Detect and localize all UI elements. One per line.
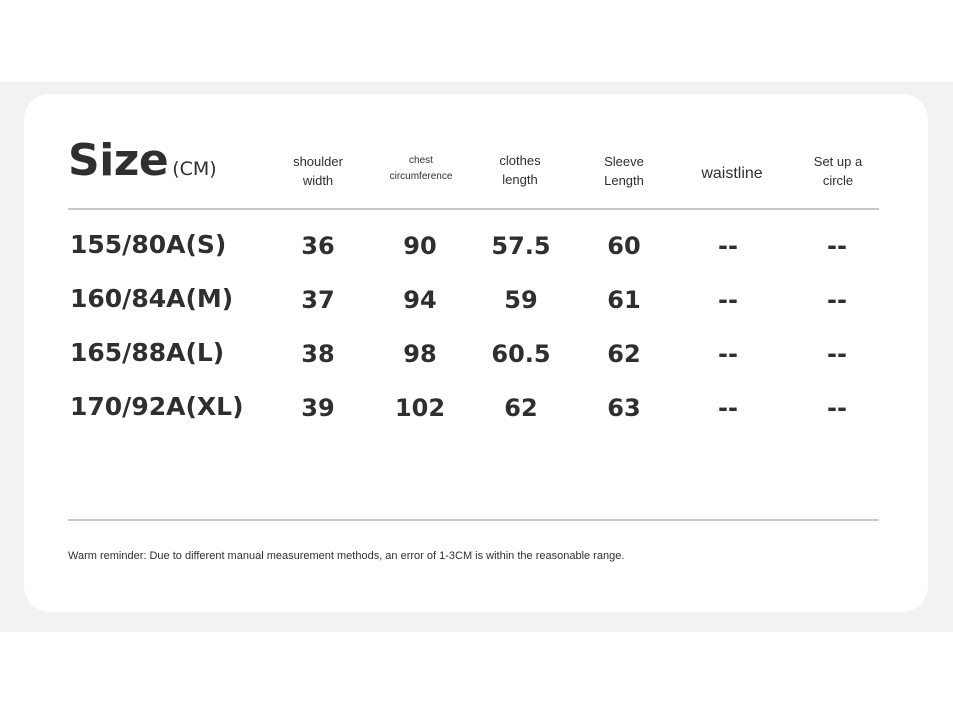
header-divider bbox=[68, 208, 879, 210]
table-cell: 102 bbox=[394, 394, 446, 422]
column-header-sleeve-length: Sleeve Length bbox=[604, 154, 644, 188]
column-header-shoulder-width: shoulder width bbox=[293, 154, 343, 188]
table-cell: 90 bbox=[403, 232, 437, 260]
measurement-reminder: Warm reminder: Due to different manual measurement methods, an error of 1-3CM is within the reasonable range. bbox=[68, 550, 625, 562]
table-cell: 94 bbox=[403, 286, 437, 314]
table-cell: -- bbox=[718, 232, 738, 260]
row-size-label: 170/92A(XL) bbox=[70, 392, 244, 421]
size-chart-title bbox=[68, 135, 217, 191]
column-header-set-up-circle: Set up a circle bbox=[813, 154, 863, 188]
title-unit: (CM) bbox=[172, 158, 217, 180]
table-cell: 62 bbox=[607, 340, 641, 368]
table-cell: 63 bbox=[607, 394, 641, 422]
table-cell: 61 bbox=[607, 286, 641, 314]
table-cell: 57.5 bbox=[491, 232, 551, 260]
column-header-waistline: waistline bbox=[701, 165, 763, 182]
table-cell: 37 bbox=[301, 286, 335, 314]
table-cell: -- bbox=[718, 340, 738, 368]
table-cell: -- bbox=[827, 232, 847, 260]
table-cell: -- bbox=[827, 394, 847, 422]
footer-divider bbox=[68, 519, 879, 521]
table-cell: 60.5 bbox=[491, 340, 551, 368]
table-cell: -- bbox=[827, 340, 847, 368]
table-cell: 38 bbox=[301, 340, 335, 368]
table-cell: -- bbox=[827, 286, 847, 314]
row-size-label: 165/88A(L) bbox=[70, 338, 225, 367]
row-size-label: 160/84A(M) bbox=[70, 284, 234, 313]
table-cell: 39 bbox=[301, 394, 335, 422]
title-main: Size bbox=[68, 135, 169, 186]
column-header-clothes-length: clothes length bbox=[499, 153, 541, 187]
table-cell: -- bbox=[718, 286, 738, 314]
table-cell: -- bbox=[718, 394, 738, 422]
table-cell: 36 bbox=[301, 232, 335, 260]
table-cell: 59 bbox=[504, 286, 538, 314]
row-size-label: 155/80A(S) bbox=[70, 230, 227, 259]
table-cell: 98 bbox=[403, 340, 437, 368]
column-header-chest-circumference: chest circumference bbox=[389, 155, 453, 182]
table-cell: 62 bbox=[504, 394, 538, 422]
table-cell: 60 bbox=[607, 232, 641, 260]
